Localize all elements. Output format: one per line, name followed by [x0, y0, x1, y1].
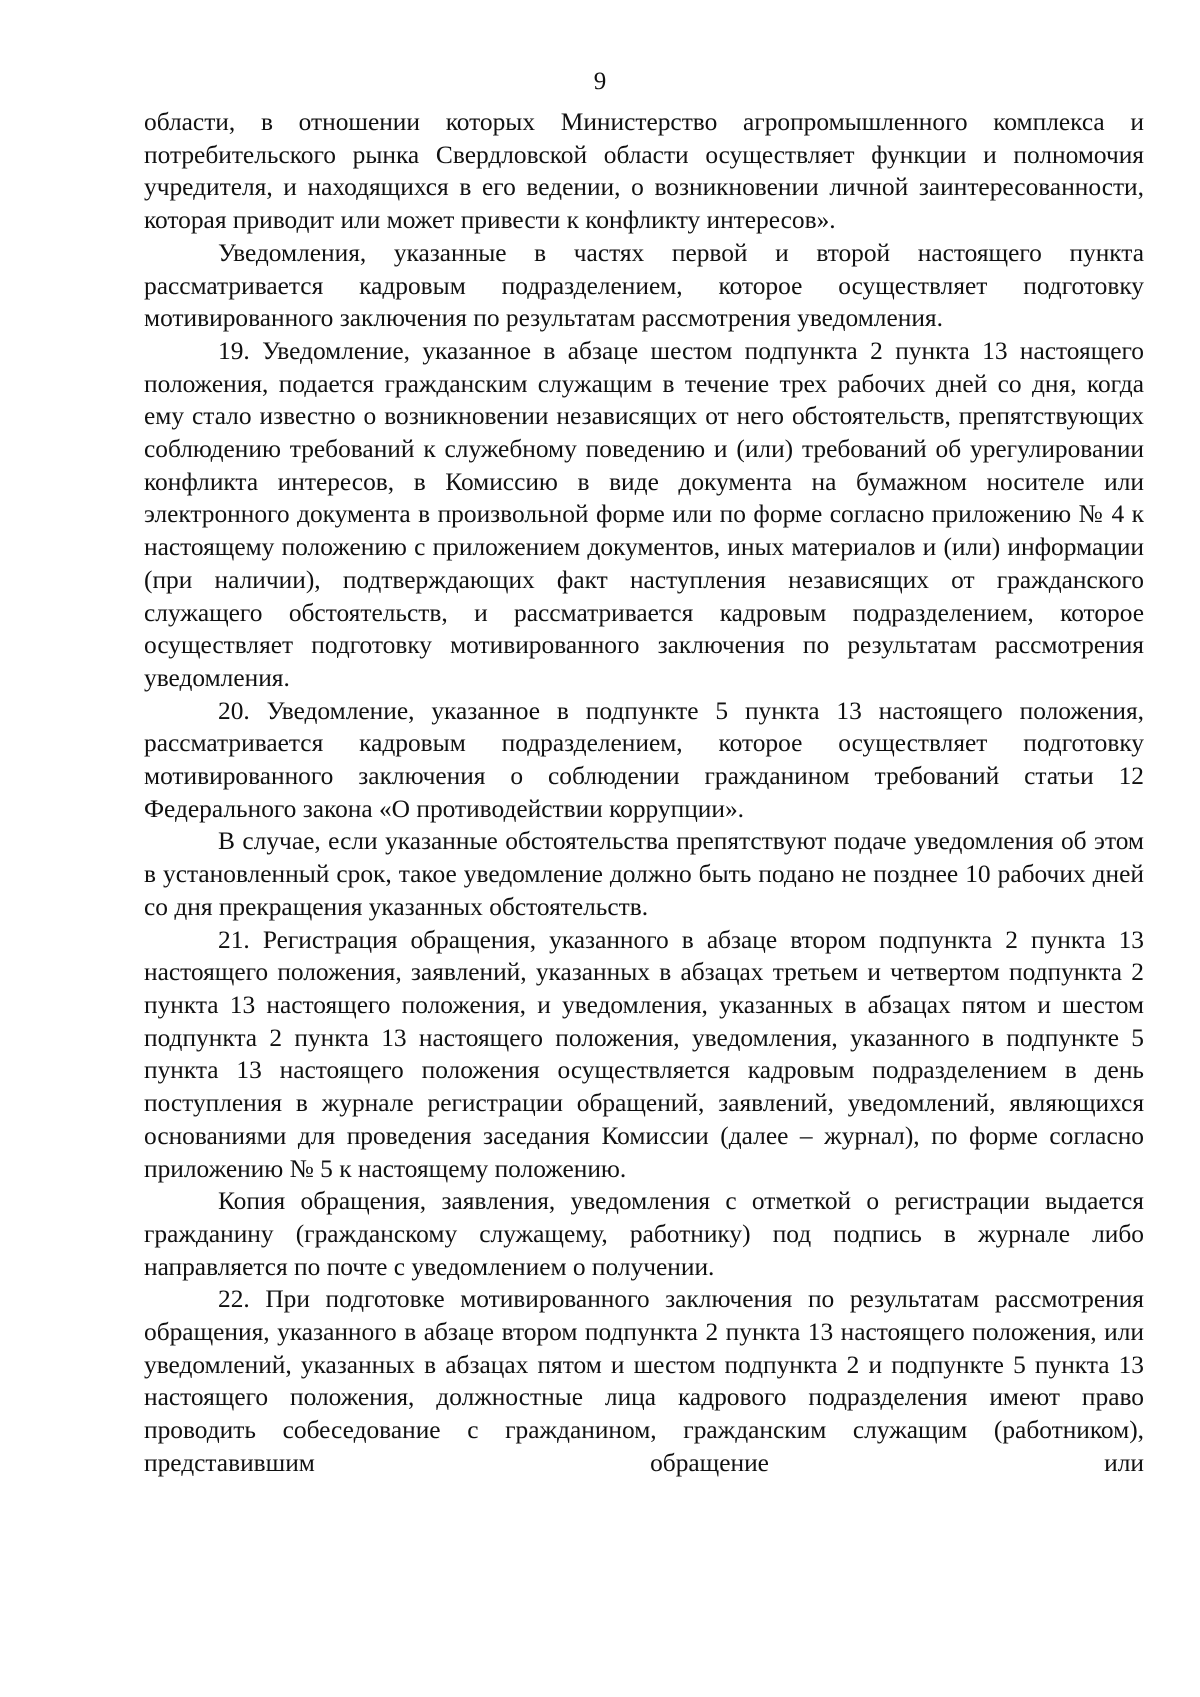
paragraph-copy-issued: Копия обращения, заявления, уведомления с отметкой о регистрации выдается гражданину (гражданскому служащему, работнику) под подпись в журнале либо направляется по почте с уведомлением о получении.	[144, 1187, 1144, 1281]
paragraph-item-21: 21. Регистрация обращения, указанного в абзаце втором подпункта 2 пункта 13 настоящего положения, заявлений, указанных в абзацах третьем и четвертом подпункта 2 пункта 13 настоящего положения, и уведомления, указанных в абзацах пятом и шестом подпункта 2 пункта 13 настоящего положения, уведомления, указанного в подпункте 5 пункта 13 настоящего положения осуществляется кадровым подразделением в день поступления в журнале регистрации обращений, заявлений, уведомлений, являющихся основаниями для проведения заседания Комиссии (далее – журнал), по форме согласно приложению № 5 к настоящему положению.	[144, 925, 1144, 1183]
paragraph-continuation: области, в отношении которых Министерство агропромышленного комплекса и потребительского рынка Свердловской области осуществляет функции и полномочия учредителя, и находящихся в его ведении, о возникновении личной заинтересованности, которая приводит или может привести к конфликту интересов».	[144, 108, 1144, 235]
document-body	[144, 106, 1144, 1480]
paragraph-item-22: 22. При подготовке мотивированного заключения по результатам рассмотрения обращения, указанного в абзаце втором подпункта 2 пункта 13 настоящего положения, или уведомлений, указанных в абзацах пятом и шестом подпункта 2 и подпункте 5 пункта 13 настоящего положения, должностные лица кадрового подразделения имеют право проводить собеседование с гражданином, гражданским служащим (работником), представившим обращение или	[144, 1285, 1144, 1477]
paragraph-item-19: 19. Уведомление, указанное в абзаце шестом подпункта 2 пункта 13 настоящего положения, подается гражданским служащим в течение трех рабочих дней со дня, когда ему стало известно о возникновении независящих от него обстоятельств, препятствующих соблюдению требований к служебному поведению и (или) требований об урегулировании конфликта интересов, в Комиссию в виде документа на бумажном носителе или электронного документа в произвольной форме или по форме согласно приложению № 4 к настоящему положению с приложением документов, иных материалов и (или) информации (при наличии), подтверждающих факт наступления независящих от гражданского служащего обстоятельств, и рассматривается кадровым подразделением, которое осуществляет подготовку мотивированного заключения по результатам рассмотрения уведомления.	[144, 336, 1144, 692]
paragraph-notifications-review: Уведомления, указанные в частях первой и второй настоящего пункта рассматривается кадровым подразделением, которое осуществляет подготовку мотивированного заключения по результатам рассмотрения уведомления.	[144, 238, 1144, 333]
page-number: 9	[593, 68, 607, 95]
paragraph-circumstances: В случае, если указанные обстоятельства препятствуют подаче уведомления об этом в установленный срок, такое уведомление должно быть подано не позднее 10 рабочих дней со дня прекращения указанных обстоятельств.	[144, 827, 1144, 921]
paragraph-item-20: 20. Уведомление, указанное в подпункте 5 пункта 13 настоящего положения, рассматривается кадровым подразделением, которое осуществляет подготовку мотивированного заключения о соблюдении гражданином требований статьи 12 Федерального закона «О противодействии коррупции».	[144, 696, 1144, 823]
